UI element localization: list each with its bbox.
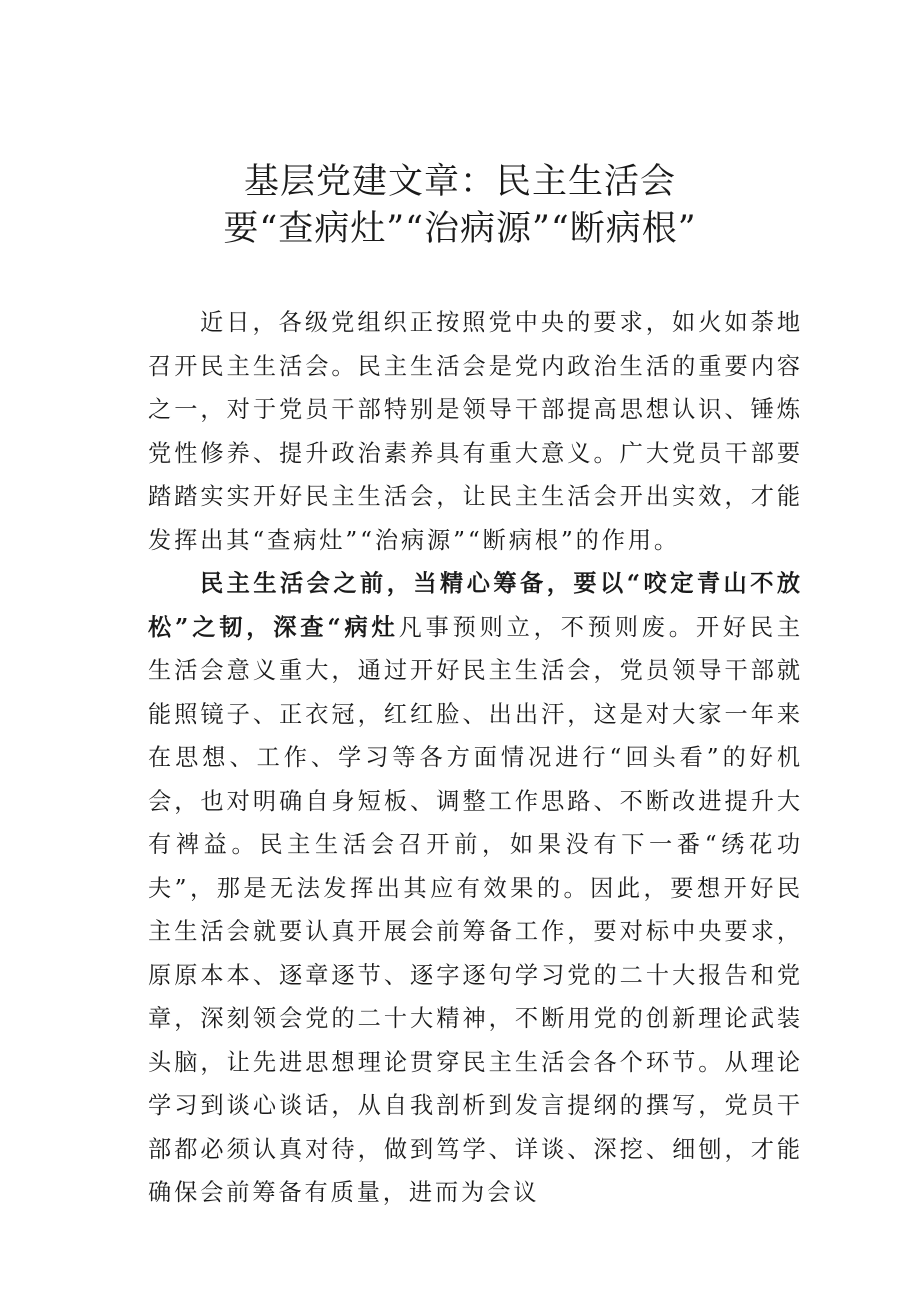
section-heading-inline: 民主生活会之前，当精心筹备，要以“咬定青山不放松”之韧，深查“病灶 [148, 570, 803, 641]
document-title-line-1: 基层党建文章：民主生活会 [243, 162, 676, 202]
section-1-body-text: 凡事预则立，不预则废。开好民主生活会意义重大，通过开好民主生活会，党员领导干部就能照镜子、正衣冠，红红脸、出出汗，这是对大家一年来在思想、工作、学习等各方面情况进行“回头看”的好机会，也对明确自身短板、调整工作思路、不断改进提升大有裨益。民主生活会召开前，如果没有下一番“绣花功夫”，那是无法发挥出其应有效果的。因此，要想开好民主生活会就要认真开展会前筹备工作，要对标中央要求，原原本本、逐章逐节、逐字逐句学习党的二十大报告和党章，深刻领会党的二十大精神，不断用党的创新理论武装头脑，让先进思想理论贯穿民主生活会各个环节。从理论学习到谈心谈话，从自我剖析到发言提纲的撰写，党员干部都必须认真对待，做到笃学、详谈、深挖、细刨，才能确保会前筹备有质量，进而为会议 [148, 613, 803, 1206]
paragraph-section-1 [148, 562, 803, 1215]
paragraph-intro: 近日，各级党组织正按照党中央的要求，如火如荼地召开民主生活会。民主生活会是党内政治生活的重要内容之一，对于党员干部特别是领导干部提高思想认识、锤炼党性修养、提升政治素养具有重大意义。广大党员干部要踏踏实实开好民主生活会，让民主生活会开出实效，才能发挥出其“查病灶”“治病源”“断病根”的作用。 [148, 309, 803, 554]
document-title-line-2: 要“查病灶”“治病源”“断病根” [223, 209, 697, 249]
